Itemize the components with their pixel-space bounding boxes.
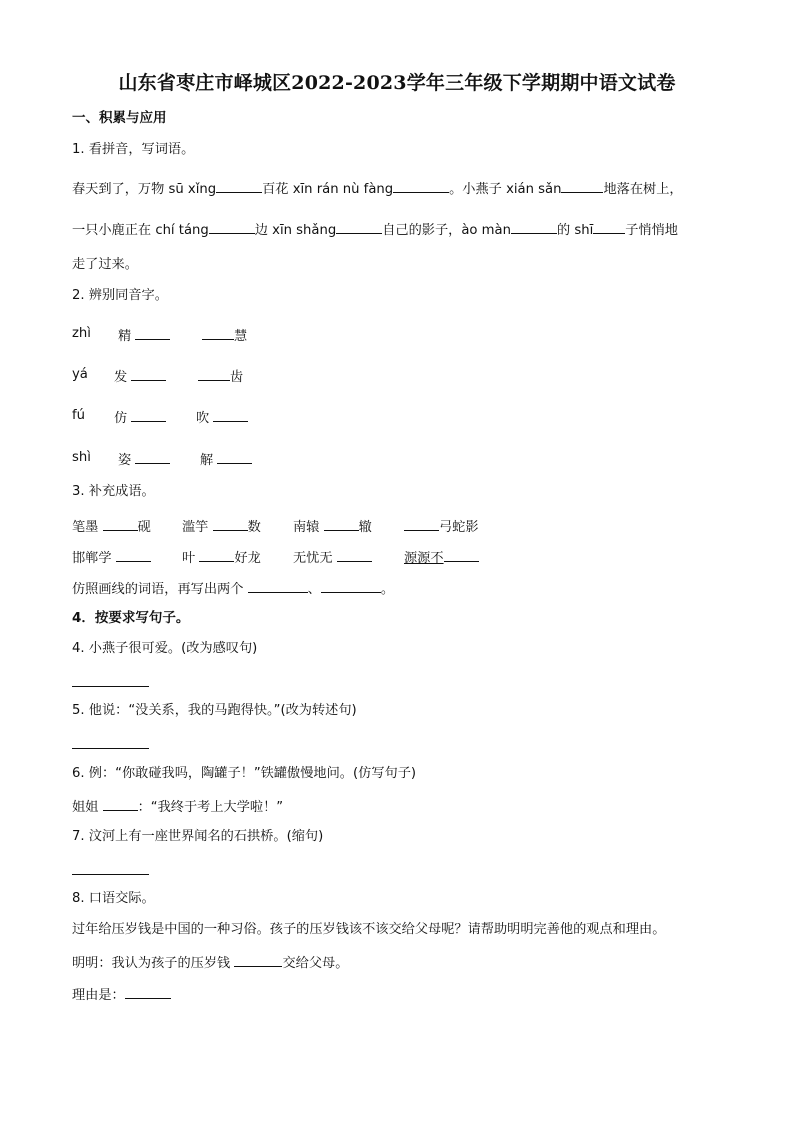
q2-item: 齿 — [198, 366, 243, 387]
q6-answer: 姐姐 ：“我终于考上大学啦！” — [72, 796, 283, 817]
idiom-item: 邯郸学 — [72, 547, 151, 568]
answer-blank[interactable] — [234, 952, 282, 967]
q2-pinyin: shì — [72, 450, 91, 465]
section-heading-4: 4．按要求写句子。 — [72, 610, 190, 626]
q3-label: 3. 补充成语。 — [72, 484, 155, 499]
answer-blank[interactable] — [116, 547, 151, 562]
q1-line-3: 走了过来。 — [72, 257, 138, 272]
q2-pinyin: zhì — [72, 326, 91, 341]
q2-label: 2. 辨别同音字。 — [72, 288, 168, 303]
answer-blank[interactable] — [216, 178, 262, 193]
answer-blank[interactable] — [217, 449, 252, 464]
answer-blank[interactable] — [125, 984, 171, 999]
idiom-item: 滥竽 数 — [182, 516, 261, 537]
answer-blank[interactable] — [198, 366, 230, 381]
q2-pinyin: fú — [72, 408, 86, 423]
answer-blank[interactable] — [336, 219, 382, 234]
answer-blank[interactable] — [324, 516, 359, 531]
answer-blank[interactable] — [337, 547, 372, 562]
q3-imitate: 仿照画线的词语，再写出两个 、 。 — [72, 578, 394, 599]
q2-item: 慧 — [202, 325, 247, 346]
q4-text: 4. 小燕子很可爱。(改为感叹句) — [72, 641, 258, 656]
q6-text: 6. 例：“你敢碰我吗，陶罐子！”铁罐傲慢地问。(仿写句子) — [72, 766, 417, 781]
section-heading-1: 一、积累与应用 — [72, 110, 167, 126]
answer-blank[interactable] — [444, 547, 479, 562]
answer-line[interactable] — [72, 748, 149, 749]
answer-blank[interactable] — [561, 178, 603, 193]
idiom-item: 叶 好龙 — [182, 547, 261, 568]
q2-item: 仿 — [114, 407, 166, 428]
q7-text: 7. 汶河上有一座世界闻名的石拱桥。(缩句) — [72, 829, 324, 844]
answer-blank[interactable] — [199, 547, 234, 562]
idiom-item-underlined: 源源不 — [404, 547, 479, 568]
answer-line[interactable] — [72, 686, 149, 687]
idiom-item: 无忧无 — [293, 547, 372, 568]
q2-item: 解 — [200, 449, 252, 470]
q2-item: 吹 — [196, 407, 248, 428]
answer-blank[interactable] — [103, 516, 138, 531]
q2-pinyin: yá — [72, 367, 88, 382]
q2-item: 精 — [118, 325, 170, 346]
answer-blank[interactable] — [393, 178, 449, 193]
answer-line[interactable] — [72, 874, 149, 875]
answer-blank[interactable] — [103, 796, 138, 811]
answer-blank[interactable] — [511, 219, 557, 234]
answer-blank[interactable] — [202, 325, 234, 340]
idiom-item: 笔墨 砚 — [72, 516, 151, 537]
q8-label: 8. 口语交际。 — [72, 891, 155, 906]
q5-text: 5. 他说：“没关系，我的马跑得快。”(改为转述句) — [72, 703, 357, 718]
exam-title: 山东省枣庄市峄城区2022-2023学年三年级下学期期中语文试卷 — [118, 72, 676, 94]
idiom-item: 弓蛇影 — [404, 516, 479, 537]
answer-blank[interactable] — [131, 366, 166, 381]
q2-item: 姿 — [118, 449, 170, 470]
q2-item: 发 — [114, 366, 166, 387]
q1-line-2: 一只小鹿正在 chí táng 边 xīn shǎng 自己的影子，ào màn 的 shī 子悄悄地 — [72, 219, 678, 240]
answer-blank[interactable] — [131, 407, 166, 422]
answer-blank[interactable] — [321, 578, 381, 593]
answer-blank[interactable] — [404, 516, 439, 531]
q8-opinion: 明明：我认为孩子的压岁钱 交给父母。 — [72, 952, 348, 973]
answer-blank[interactable] — [135, 449, 170, 464]
answer-blank[interactable] — [209, 219, 255, 234]
q8-reason: 理由是： — [72, 984, 171, 1005]
idiom-item: 南辕 辙 — [293, 516, 372, 537]
answer-blank[interactable] — [135, 325, 170, 340]
answer-blank[interactable] — [248, 578, 308, 593]
q8-prompt: 过年给压岁钱是中国的一种习俗。孩子的压岁钱该不该交给父母呢？请帮助明明完善他的观点和理由。 — [72, 922, 666, 937]
answer-blank[interactable] — [213, 407, 248, 422]
q1-line-1: 春天到了，万物 sū xǐng 百花 xīn rán nù fàng 。小燕子 xián sǎn 地落在树上， — [72, 178, 683, 199]
q1-label: 1. 看拼音，写词语。 — [72, 142, 195, 157]
answer-blank[interactable] — [213, 516, 248, 531]
answer-blank[interactable] — [593, 219, 625, 234]
